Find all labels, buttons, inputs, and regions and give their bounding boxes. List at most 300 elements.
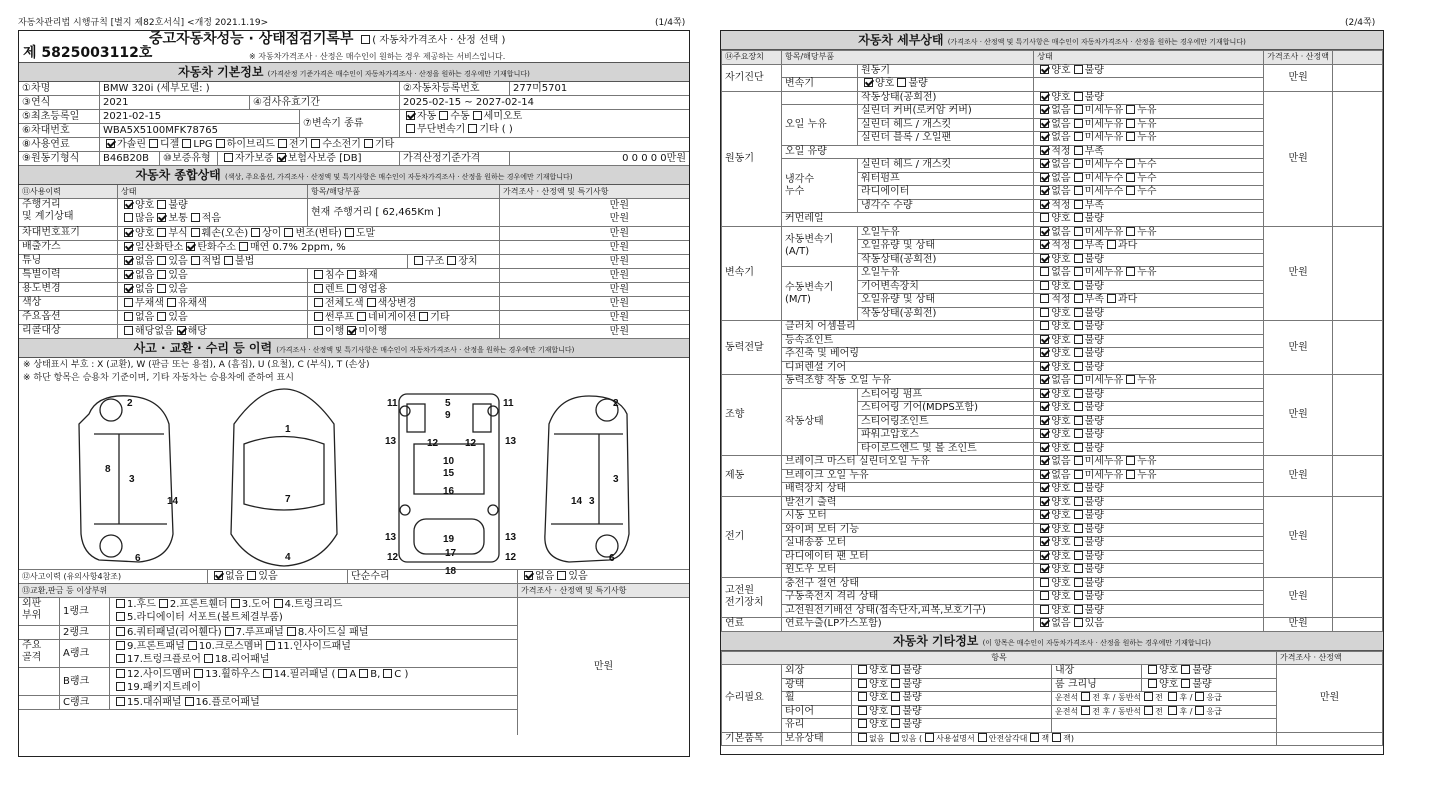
option-label: 있음: [258, 571, 278, 582]
st3-checkbox-2[interactable]: [191, 256, 200, 265]
detail-checkbox-1[interactable]: [1074, 618, 1083, 627]
detail-checkbox-1[interactable]: [1074, 402, 1083, 411]
st1-checkbox-1[interactable]: [157, 228, 166, 237]
detail-checkbox-1[interactable]: [1074, 578, 1083, 587]
option-label: 불량: [902, 705, 922, 717]
detail-item: 스티어링 기어(MDPS포함): [858, 402, 1034, 416]
overall-status-table: [19, 199, 689, 339]
detail-group: 원동기: [722, 91, 782, 226]
detail-head-item: 항목/해당부품: [782, 51, 1034, 65]
fuel-checkbox-0[interactable]: [106, 139, 115, 148]
st5p-checkbox-0[interactable]: [314, 284, 323, 293]
detail-checkbox-0[interactable]: [1040, 402, 1049, 411]
st0b-checkbox-2[interactable]: [191, 213, 200, 222]
status-price: 만원: [499, 227, 689, 240]
first-reg-label: ⑤최초등록일: [19, 110, 99, 124]
detail-item: 시동 모터: [782, 510, 1034, 524]
detail-checkbox-1[interactable]: [1074, 227, 1083, 236]
st6-checkbox-0[interactable]: [124, 298, 133, 307]
detail-checkbox-0[interactable]: [1040, 267, 1049, 276]
wheel-front[interactable]: [1081, 692, 1090, 701]
status-row: [19, 227, 689, 241]
inner-checkbox-1[interactable]: [1181, 665, 1190, 674]
st4-checkbox-1[interactable]: [157, 270, 166, 279]
detail-checkbox-2[interactable]: [1126, 470, 1135, 479]
basic-jack2[interactable]: [1052, 733, 1061, 742]
detail-checkbox-0[interactable]: [1040, 389, 1049, 398]
detail-checkbox-0[interactable]: [1040, 308, 1049, 317]
status-head-part: 항목/해당부품: [307, 185, 499, 198]
detail-checkbox-1[interactable]: [1074, 281, 1083, 290]
ex0-0-checkbox-0[interactable]: [116, 599, 125, 608]
ex2-0-checkbox-1[interactable]: [188, 641, 197, 650]
option-label: 누유: [1137, 226, 1157, 238]
fuel-checkbox-5[interactable]: [311, 139, 320, 148]
detail-checkbox-0[interactable]: [1040, 470, 1049, 479]
st3-checkbox-1[interactable]: [157, 256, 166, 265]
glass-checkbox-0[interactable]: [858, 719, 867, 728]
detail-checkbox-0[interactable]: [1040, 227, 1049, 236]
detail-checkbox-0[interactable]: [1040, 510, 1049, 519]
wheel-checkbox-0[interactable]: [858, 692, 867, 701]
warranty-checkbox-0[interactable]: [224, 153, 233, 162]
accident-checkbox-0[interactable]: [214, 571, 223, 580]
ex4-0-checkbox-0[interactable]: [116, 697, 125, 706]
fuel-options: [99, 138, 689, 151]
ex0-0-checkbox-3[interactable]: [274, 599, 283, 608]
st8-checkbox-1[interactable]: [177, 326, 186, 335]
detail-checkbox-1[interactable]: [1074, 294, 1083, 303]
detail-checkbox-0[interactable]: [1040, 159, 1049, 168]
detail-checkbox-1[interactable]: [1074, 173, 1083, 182]
detail-checkbox-0[interactable]: [1040, 321, 1049, 330]
detail-checkbox-2[interactable]: [1126, 227, 1135, 236]
st7-checkbox-0[interactable]: [124, 312, 133, 321]
ex2-1-checkbox-0[interactable]: [116, 654, 125, 663]
option-label: 15.대쉬패널: [127, 697, 182, 708]
option-label: 누수: [1137, 172, 1157, 184]
option-label: 무단변속기: [417, 124, 466, 135]
detail-checkbox-0[interactable]: [1040, 537, 1049, 546]
detail-checkbox-2[interactable]: [1107, 294, 1116, 303]
detail-checkbox-1[interactable]: [1074, 321, 1083, 330]
status-row: [19, 311, 689, 325]
st8p-checkbox-0[interactable]: [314, 326, 323, 335]
detail-checkbox-1[interactable]: [1074, 483, 1083, 492]
option-label: 양호: [1051, 415, 1071, 427]
detail-checkbox-0[interactable]: [1040, 456, 1049, 465]
fuel-checkbox-4[interactable]: [278, 139, 287, 148]
trans-checkbox-1[interactable]: [439, 111, 448, 120]
detail-price: 만원: [1264, 375, 1333, 456]
trans2-checkbox-1[interactable]: [468, 124, 477, 133]
detail-checkbox-1[interactable]: [1074, 105, 1083, 114]
detail-checkbox-1[interactable]: [1074, 524, 1083, 533]
option-label: 양호: [869, 719, 889, 731]
trans2-checkbox-0[interactable]: [406, 124, 415, 133]
st0a-checkbox-1[interactable]: [157, 200, 166, 209]
ex3-0-checkbox-3[interactable]: [338, 669, 347, 678]
detail-checkbox-2[interactable]: [1126, 119, 1135, 128]
detail-checkbox-0[interactable]: [1040, 362, 1049, 371]
st3-checkbox-3[interactable]: [224, 256, 233, 265]
st0b-checkbox-0[interactable]: [124, 213, 133, 222]
detail-checkbox-1[interactable]: [1074, 564, 1083, 573]
st4p-checkbox-1[interactable]: [347, 270, 356, 279]
detail-checkbox-1[interactable]: [1074, 132, 1083, 141]
option-label: 썬루프: [325, 312, 354, 323]
detail-checkbox-0[interactable]: [1040, 375, 1049, 384]
detail-checkbox-2[interactable]: [1126, 186, 1135, 195]
outer-checkbox-0[interactable]: [858, 665, 867, 674]
tire-rear[interactable]: [1168, 706, 1177, 715]
status-label: 주요옵션: [22, 311, 61, 322]
detail-checkbox-2[interactable]: [1126, 105, 1135, 114]
option-label: 불량: [902, 665, 922, 677]
exchange-price-head: 가격조사 · 산정액 및 특기사항: [517, 584, 689, 597]
detail-checkbox-0[interactable]: [864, 78, 873, 87]
exchange-group: 주요 골격: [22, 640, 42, 663]
room-checkbox-0[interactable]: [1148, 679, 1157, 688]
form-note: ※ 자동차가격조사 · 산정은 매수인이 원하는 경우 제공하는 서비스입니다.: [249, 52, 506, 61]
ex2-0-checkbox-2[interactable]: [266, 641, 275, 650]
option-label: 해당: [187, 326, 207, 337]
option-label: 영업용: [358, 284, 388, 295]
diagram-part-number: 12: [387, 552, 399, 563]
st3p-checkbox-1[interactable]: [447, 256, 456, 265]
ex3-0-checkbox-2[interactable]: [263, 669, 272, 678]
detail-checkbox-1[interactable]: [1074, 159, 1083, 168]
fuel-checkbox-6[interactable]: [364, 139, 373, 148]
detail-checkbox-0[interactable]: [1040, 591, 1049, 600]
st6p-checkbox-1[interactable]: [367, 298, 376, 307]
detail-checkbox-1[interactable]: [1074, 510, 1083, 519]
fuel-checkbox-1[interactable]: [149, 139, 158, 148]
ex1-0-checkbox-1[interactable]: [225, 627, 234, 636]
ex1-0-checkbox-0[interactable]: [116, 627, 125, 636]
detail-group: 변속기: [722, 226, 782, 321]
detail-checkbox-2[interactable]: [1126, 159, 1135, 168]
ex4-0-checkbox-1[interactable]: [185, 697, 194, 706]
option-label: 양호: [1051, 402, 1071, 414]
option-label: 10.크로스멤버: [198, 641, 264, 652]
ex3-1-checkbox-0[interactable]: [116, 682, 125, 691]
st4p-checkbox-0[interactable]: [314, 270, 323, 279]
diagram-part-number: 9: [445, 410, 451, 421]
reg-value: 277미5701: [509, 82, 689, 95]
detail-checkbox-0[interactable]: [1040, 92, 1049, 101]
detail-group: 전기: [722, 496, 782, 577]
detail-checkbox-0[interactable]: [1040, 213, 1049, 222]
tire-front[interactable]: [1081, 706, 1090, 715]
fuel-checkbox-2[interactable]: [182, 139, 191, 148]
detail-checkbox-1[interactable]: [1074, 200, 1083, 209]
basic-yes[interactable]: [890, 733, 899, 742]
basic-triangle[interactable]: [978, 733, 987, 742]
detail-checkbox-1[interactable]: [1074, 119, 1083, 128]
option-label: 불량: [1192, 665, 1212, 677]
option-label: 적음: [201, 213, 221, 224]
option-label: 없음: [1051, 267, 1071, 279]
detail-checkbox-1[interactable]: [1074, 213, 1083, 222]
exchange-row: [19, 696, 517, 710]
detail-checkbox-1[interactable]: [1074, 240, 1083, 249]
exchange-rank: A랭크: [59, 640, 109, 667]
price-survey-checkbox[interactable]: [361, 35, 370, 44]
detail-item: 고전원전기배선 상태(접속단자,피복,보호기구): [782, 604, 1034, 618]
transmission-label: ⑦변속기 종류: [299, 110, 399, 137]
detail-checkbox-0[interactable]: [1040, 200, 1049, 209]
detail-checkbox-1[interactable]: [1074, 186, 1083, 195]
detail-checkbox-0[interactable]: [1040, 497, 1049, 506]
option-label: 양호: [1051, 604, 1071, 616]
option-label: 전체도색: [325, 298, 364, 309]
st8p-checkbox-1[interactable]: [347, 326, 356, 335]
detail-checkbox-0[interactable]: [1040, 105, 1049, 114]
option-label: 미세누유: [1084, 118, 1124, 130]
option-label: 양호: [1051, 429, 1071, 441]
room-checkbox-1[interactable]: [1181, 679, 1190, 688]
detail-checkbox-1[interactable]: [1074, 470, 1083, 479]
detail-subgroup: 수동변속기 (M/T): [782, 267, 858, 321]
ex0-1-checkbox-0[interactable]: [116, 612, 125, 621]
gloss-checkbox-1[interactable]: [891, 679, 900, 688]
detail-checkbox-2[interactable]: [1126, 375, 1135, 384]
status-price: 만원: [499, 325, 689, 338]
detail-checkbox-1[interactable]: [1074, 551, 1083, 560]
option-label: 누유: [1137, 267, 1157, 279]
detail-checkbox-0[interactable]: [1040, 618, 1049, 627]
etc-wheel: 휠: [782, 692, 852, 706]
basic-none[interactable]: [858, 733, 867, 742]
ex2-1-checkbox-1[interactable]: [204, 654, 213, 663]
detail-checkbox-1[interactable]: [1074, 537, 1083, 546]
detail-checkbox-0[interactable]: [1040, 605, 1049, 614]
detail-checkbox-1[interactable]: [1074, 416, 1083, 425]
ex2-0-checkbox-0[interactable]: [116, 641, 125, 650]
detail-checkbox-0[interactable]: [1040, 240, 1049, 249]
detail-checkbox-0[interactable]: [1040, 294, 1049, 303]
ex1-0-checkbox-2[interactable]: [287, 627, 296, 636]
detail-checkbox-1[interactable]: [1074, 591, 1083, 600]
fuel-checkbox-3[interactable]: [216, 139, 225, 148]
legend-symbols: ※ 상태표시 부호 : X (교환), W (판금 또는 용접), A (흠집), U (요철), C (부식), T (손상): [23, 360, 370, 370]
detail-checkbox-1[interactable]: [1074, 146, 1083, 155]
detail-checkbox-0[interactable]: [1040, 416, 1049, 425]
option-label: 불량: [1084, 523, 1104, 535]
diagram-part-number: 12: [465, 438, 477, 449]
etc-tire: 타이어: [782, 705, 852, 719]
legend-note: ※ 하단 항목은 승용차 기준이며, 기타 자동차는 승용차에 준하여 표시: [23, 373, 294, 383]
detail-checkbox-0[interactable]: [1040, 173, 1049, 182]
detail-checkbox-0[interactable]: [1040, 564, 1049, 573]
option-label: 누유: [1137, 469, 1157, 481]
detail-checkbox-1[interactable]: [1074, 335, 1083, 344]
ex3-0-checkbox-1[interactable]: [194, 669, 203, 678]
simple-repair-checkbox-1[interactable]: [557, 571, 566, 580]
option-label: 기타: [430, 312, 450, 323]
detail-checkbox-2[interactable]: [1107, 240, 1116, 249]
valid-label: ④검사유효기간: [249, 96, 399, 109]
detail-checkbox-1[interactable]: [1074, 92, 1083, 101]
option-label: 기타: [374, 139, 395, 150]
tire-urgent[interactable]: [1195, 706, 1204, 715]
detail-checkbox-0[interactable]: [1040, 335, 1049, 344]
detail-checkbox-1[interactable]: [1074, 254, 1083, 263]
st7p-checkbox-1[interactable]: [357, 312, 366, 321]
st4-checkbox-0[interactable]: [124, 270, 133, 279]
basic-manual[interactable]: [925, 733, 934, 742]
wheel-checkbox-1[interactable]: [891, 692, 900, 701]
option-label: 유채색: [177, 298, 207, 309]
detail-checkbox-1[interactable]: [1074, 429, 1083, 438]
detail-checkbox-0[interactable]: [1040, 429, 1049, 438]
st7p-checkbox-2[interactable]: [419, 312, 428, 321]
detail-item: 라디에이터: [858, 186, 1034, 200]
detail-checkbox-0[interactable]: [1040, 254, 1049, 263]
detail-item: 파워고압호스: [858, 429, 1034, 443]
option-label: 불량: [1084, 496, 1104, 508]
option-label: 불량: [1084, 213, 1104, 225]
detail-checkbox-0[interactable]: [1040, 146, 1049, 155]
simple-repair-checkbox-0[interactable]: [524, 571, 533, 580]
right-page: [720, 30, 1384, 755]
emission-values: 0.7% 2ppm, %: [272, 242, 346, 253]
detail-checkbox-1[interactable]: [1074, 267, 1083, 276]
option-label: 양호: [1051, 307, 1071, 319]
warranty-checkbox-1[interactable]: [277, 153, 286, 162]
detail-checkbox-1[interactable]: [1074, 456, 1083, 465]
option-label: 불량: [1084, 348, 1104, 360]
tire-checkbox-0[interactable]: [858, 706, 867, 715]
st1-checkbox-0[interactable]: [124, 228, 133, 237]
outer-checkbox-1[interactable]: [891, 665, 900, 674]
detail-checkbox-1[interactable]: [1074, 443, 1083, 452]
st1-checkbox-3[interactable]: [251, 228, 260, 237]
detail-checkbox-0[interactable]: [1040, 483, 1049, 492]
inner-checkbox-0[interactable]: [1148, 665, 1157, 674]
status-row: [19, 199, 689, 227]
st6-checkbox-1[interactable]: [167, 298, 176, 307]
wheel-rear[interactable]: [1168, 692, 1177, 701]
detail-checkbox-1[interactable]: [1074, 389, 1083, 398]
detail-checkbox-0[interactable]: [1040, 551, 1049, 560]
detail-checkbox-1[interactable]: [1074, 308, 1083, 317]
option-label: LPG: [193, 139, 213, 150]
detail-item: 스티어링조인트: [858, 415, 1034, 429]
st8-checkbox-0[interactable]: [124, 326, 133, 335]
option-label: 양호: [135, 200, 155, 211]
detail-item: 충전구 절연 상태: [782, 577, 1034, 591]
wheel-urgent[interactable]: [1195, 692, 1204, 701]
option-label: 없음: [1051, 456, 1071, 468]
st0b-checkbox-1[interactable]: [157, 213, 166, 222]
detail-checkbox-2[interactable]: [1126, 132, 1135, 141]
ex0-0-checkbox-1[interactable]: [159, 599, 168, 608]
st7p-checkbox-0[interactable]: [314, 312, 323, 321]
st7-checkbox-1[interactable]: [157, 312, 166, 321]
status-row: [19, 255, 689, 269]
detail-checkbox-0[interactable]: [1040, 132, 1049, 141]
st1-checkbox-4[interactable]: [284, 228, 293, 237]
st6p-checkbox-0[interactable]: [314, 298, 323, 307]
st5p-checkbox-1[interactable]: [347, 284, 356, 293]
detail-checkbox-0[interactable]: [1040, 65, 1049, 74]
ex3-0-checkbox-5[interactable]: [383, 669, 392, 678]
tire-front2[interactable]: [1144, 706, 1153, 715]
option-label: 과다: [1117, 240, 1138, 252]
tire-checkbox-1[interactable]: [891, 706, 900, 715]
detail-checkbox-0[interactable]: [1040, 348, 1049, 357]
detail-checkbox-2[interactable]: [1126, 173, 1135, 182]
diagram-part-number: 8: [105, 464, 111, 475]
simple-repair-options: [517, 570, 689, 583]
accident-checkbox-1[interactable]: [247, 571, 256, 580]
gloss-checkbox-0[interactable]: [858, 679, 867, 688]
detail-item: 실린더 헤드 / 개스킷: [858, 118, 1034, 132]
option-label: 세미오토: [483, 111, 523, 122]
detail-checkbox-2[interactable]: [1126, 456, 1135, 465]
st2-checkbox-0[interactable]: [124, 242, 133, 251]
detail-subgroup: 오일 누유: [782, 105, 858, 146]
exchange-group: [19, 696, 59, 709]
option-label: 자가보증: [235, 153, 274, 164]
diagram-part-number: 14: [167, 496, 179, 507]
detail-checkbox-2[interactable]: [1126, 267, 1135, 276]
ex3-0-checkbox-0[interactable]: [116, 669, 125, 678]
ex3-0-checkbox-4[interactable]: [359, 669, 368, 678]
detail-checkbox-0[interactable]: [1040, 281, 1049, 290]
detail-checkbox-0[interactable]: [1040, 578, 1049, 587]
detail-checkbox-0[interactable]: [1040, 186, 1049, 195]
detail-checkbox-0[interactable]: [1040, 524, 1049, 533]
trans-checkbox-2[interactable]: [473, 111, 482, 120]
diagram-part-number: 19: [443, 534, 455, 545]
detail-checkbox-1[interactable]: [1074, 605, 1083, 614]
st1-checkbox-2[interactable]: [191, 228, 200, 237]
detail-checkbox-1[interactable]: [1074, 348, 1083, 357]
st0a-checkbox-0[interactable]: [124, 200, 133, 209]
detail-checkbox-1[interactable]: [1074, 362, 1083, 371]
detail-checkbox-1[interactable]: [1074, 375, 1083, 384]
st1-checkbox-5[interactable]: [345, 228, 354, 237]
option-label: 16.플로어패널: [195, 697, 260, 708]
detail-checkbox-1[interactable]: [897, 78, 906, 87]
detail-item: 배력장치 상태: [782, 483, 1034, 497]
detail-checkbox-0[interactable]: [1040, 443, 1049, 452]
st5-checkbox-0[interactable]: [124, 284, 133, 293]
st2-checkbox-1[interactable]: [186, 242, 195, 251]
option-label: 미세누유: [1084, 456, 1124, 468]
basic-jack[interactable]: [1030, 733, 1039, 742]
trans-checkbox-0[interactable]: [406, 111, 415, 120]
detail-checkbox-1[interactable]: [1074, 497, 1083, 506]
option-label: 13.휠하우스: [205, 669, 260, 680]
glass-checkbox-1[interactable]: [891, 719, 900, 728]
wheel-front2[interactable]: [1144, 692, 1153, 701]
st5-checkbox-1[interactable]: [157, 284, 166, 293]
option-label: 누수: [1137, 159, 1157, 171]
st2-checkbox-2[interactable]: [239, 242, 248, 251]
detail-checkbox-0[interactable]: [1040, 119, 1049, 128]
ex0-0-checkbox-2[interactable]: [231, 599, 240, 608]
st3p-checkbox-0[interactable]: [414, 256, 423, 265]
detail-item: 오일누유: [858, 267, 1034, 281]
detail-checkbox-1[interactable]: [1074, 65, 1083, 74]
st3-checkbox-0[interactable]: [124, 256, 133, 265]
status-price: 만원: [499, 255, 689, 268]
detail-item: 오일누유: [858, 226, 1034, 240]
